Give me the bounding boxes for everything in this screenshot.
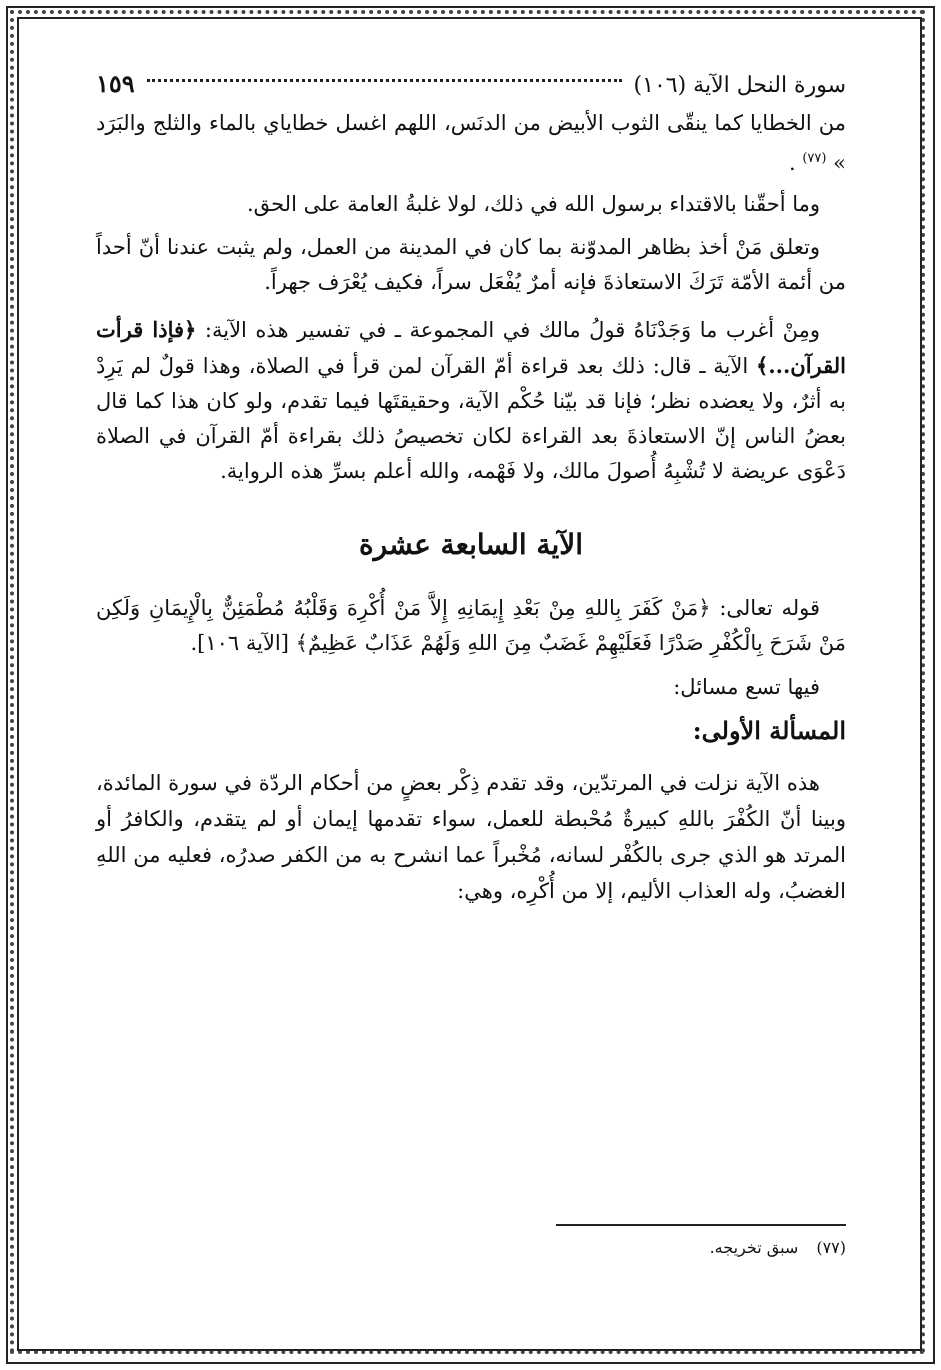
page-number: ١٥٩	[96, 69, 135, 98]
running-title: سورة النحل الآية (١٠٦)	[633, 73, 846, 98]
running-header	[96, 64, 846, 104]
paragraph-2: وما أحقّنا بالاقتداء برسول الله في ذلك، لولا غلبةُ العامة على الحق.	[246, 192, 820, 216]
section-title: الآية السابعة عشرة	[359, 528, 583, 561]
footnote-text: سبق تخريجه.	[709, 1238, 799, 1257]
page-content	[96, 64, 846, 1294]
paragraph-1-end: .	[788, 151, 796, 175]
footnote-divider	[556, 1224, 846, 1226]
paragraph-3: وتعلق مَنْ أخذ بظاهر المدوّنة بما كان في المدينة من العمل، ولم يثبت عندنا أنّ أحداً من أئمة الأمّة تَرَكَ الاستعاذةَ فإنه أمرٌ يُفْعَل سراً، فكيف يُعْرَف جهراً.	[96, 235, 846, 294]
footnote	[710, 1236, 846, 1260]
issue-1-text: هذه الآية نزلت في المرتدّين، وقد تقدم ذِكْر بعضٍ من أحكام الردّة في سورة المائدة، وبينا أنّ الكُفْرَ باللهِ كبيرةٌ مُحْبطة للعمل، سواء تقدمها إيمان أو لم يتقدم، والكافرُ أو المرتد هو الذي جرى بالكُفْر لسانه، مُخْبراً عما انشرح به من الكفر صدرُه، فعليه من اللهِ الغضبُ، وله العذاب الأليم، إلا من أُكْرِه، وهي:	[96, 771, 846, 903]
issue-1-heading: المسألة الأولى:	[692, 716, 846, 745]
paragraph-4	[96, 312, 846, 489]
issues-count: فيها تسع مسائل:	[673, 675, 820, 699]
quran-verse: ﴿مَنْ كَفَرَ بِاللهِ مِنْ بَعْدِ إِيمَانِهِ إِلاَّ مَنْ أُكْرِهَ وَقَلْبُهُ مُطْمَئِنٌّ بِالْإِيمَانِ وَلَكِن مَنْ شَرَحَ بِالْكُفْرِ صَدْرًا فَعَلَيْهِمْ غَضَبٌ مِنَ اللهِ وَلَهُمْ عَذَابٌ عَظِيمٌ﴾	[96, 596, 846, 655]
quoted-verse-fa-idha: ﴿فإذا قرأت القرآن...﴾	[96, 317, 846, 378]
paragraph-4-intro: ومِنْ أغرب ما وَجَدْنَاهُ قولُ مالك في المجموعة ـ في تفسير هذه الآية:	[204, 318, 820, 342]
paragraph-1	[96, 106, 846, 181]
verse-intro: قوله تعالى:	[719, 596, 820, 620]
footnote-number: (٧٧)	[816, 1238, 846, 1257]
verse-paragraph	[96, 591, 846, 661]
verse-reference: [الآية ١٠٦].	[190, 631, 289, 655]
footnote-ref-77: (٧٧)	[802, 151, 827, 166]
paragraph-4-body: الآية ـ قال: ذلك بعد قراءة أمّ القرآن لمن قرأ في الصلاة، وهذا قولٌ لم يَرِدْ به أثرٌ، ولا يعضده نظر؛ فإنا قد بيّنا حُكْم الآية، وحقيقتَها فيما تقدم، ولو كان هذا كما قال بعضُ الناس إنّ الاستعاذةَ بعد القراءة لكان تخصيصُ ذلك بقراءة أمّ القرآن في الصلاة دَعْوَى عريضة لا تُشْبِهُ أُصولَ مالك، ولا فَهْمه، والله أعلم بسرِّ هذه الرواية.	[96, 354, 846, 483]
header-dot-leader	[147, 79, 622, 82]
paragraph-1-text: من الخطايا كما ينقّى الثوب الأبيض من الدنَس، اللهم اغسل خطاياي بالماء والثلج والبَرَد »	[96, 111, 846, 175]
